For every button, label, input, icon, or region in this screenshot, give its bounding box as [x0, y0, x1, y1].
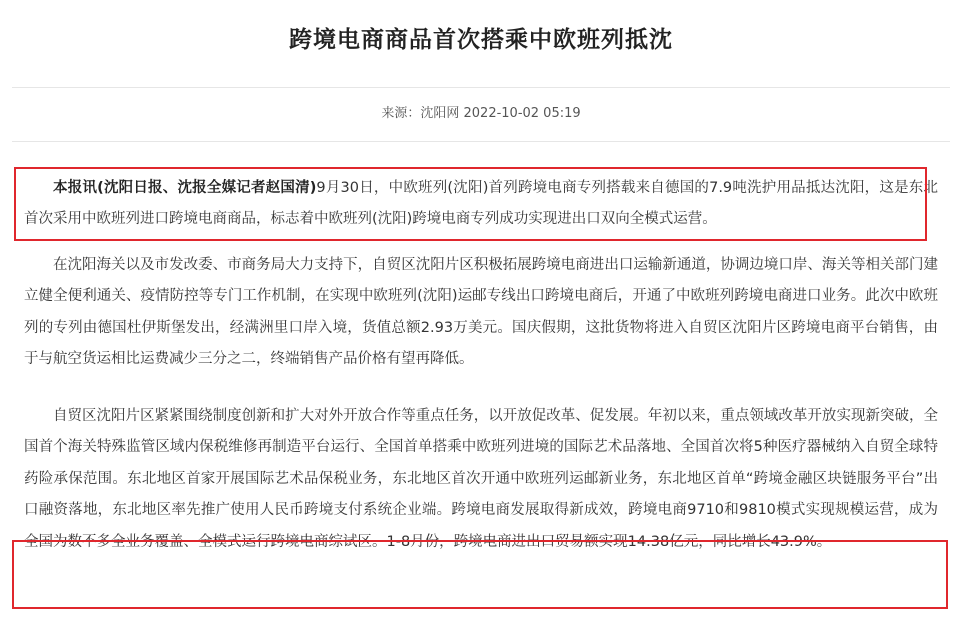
paragraph-2	[24, 250, 938, 376]
paragraph-1-lead: 本报讯(沈阳日报、沈报全媒记者赵国清)	[53, 180, 317, 196]
source-label: 来源：	[381, 106, 421, 121]
paragraph-2-text: 在沈阳海关以及市发改委、市商务局大力支持下，自贸区沈阳片区积极拓展跨境电商进出口运输新通道，协调边境口岸、海关等相关部门建立健全便利通关、疫情防控等专门工作机制，在实现中欧班列(沈阳)运邮专线出口跨境电商后，开通了中欧班列跨境电商进口业务。此次中欧班列的专列由德国杜伊斯堡发出，经满洲里口岸入境，货值总额2.93万美元。国庆假期，这批货物将进入自贸区沈阳片区跨境电商平台销售，由于与航空货运相比运费减少三分之二，终端销售产品价格有望再降低。	[24, 257, 938, 368]
publish-datetime: 2022-10-02 05:19	[463, 106, 581, 121]
paragraph-3	[24, 401, 938, 558]
article-meta	[0, 104, 962, 124]
article-title: 跨境电商商品首次搭乘中欧班列抵沈	[289, 27, 673, 53]
paragraph-1-text: 9月30日，中欧班列(沈阳)首列跨境电商专列搭载来自德国的7.9吨洗护用品抵达沈阳，这是东北首次采用中欧班列进口跨境电商商品，标志着中欧班列(沈阳)跨境电商专列成功实现进出口双向全模式运营。	[24, 180, 938, 228]
paragraph-3-text: 自贸区沈阳片区紧紧围绕制度创新和扩大对外开放合作等重点任务，以开放促改革、促发展。年初以来，重点领域改革开放实现新突破，全国首个海关特殊监管区域内保税维修再制造平台运行、全国首单搭乘中欧班列进境的国际艺术品落地、全国首次将5种医疗器械纳入自贸全球特药险承保范围。东北地区首家开展国际艺术品保税业务，东北地区首次开通中欧班列运邮新业务，东北地区首单“跨境金融区块链服务平台”出口融资落地，东北地区率先推广使用人民币跨境支付系统企业端。跨境电商发展取得新成效，跨境电商9710和9810模式实现规模运营，成为全国为数不多全业务覆盖、全模式运行跨境电商综试区。1-8月份，跨境电商进出口贸易额实现14.38亿元，同比增长43.9%。	[24, 408, 938, 550]
source-name[interactable]: 沈阳网	[420, 106, 460, 121]
title-divider	[12, 87, 950, 88]
meta-divider	[12, 141, 950, 142]
paragraph-1	[24, 173, 938, 236]
